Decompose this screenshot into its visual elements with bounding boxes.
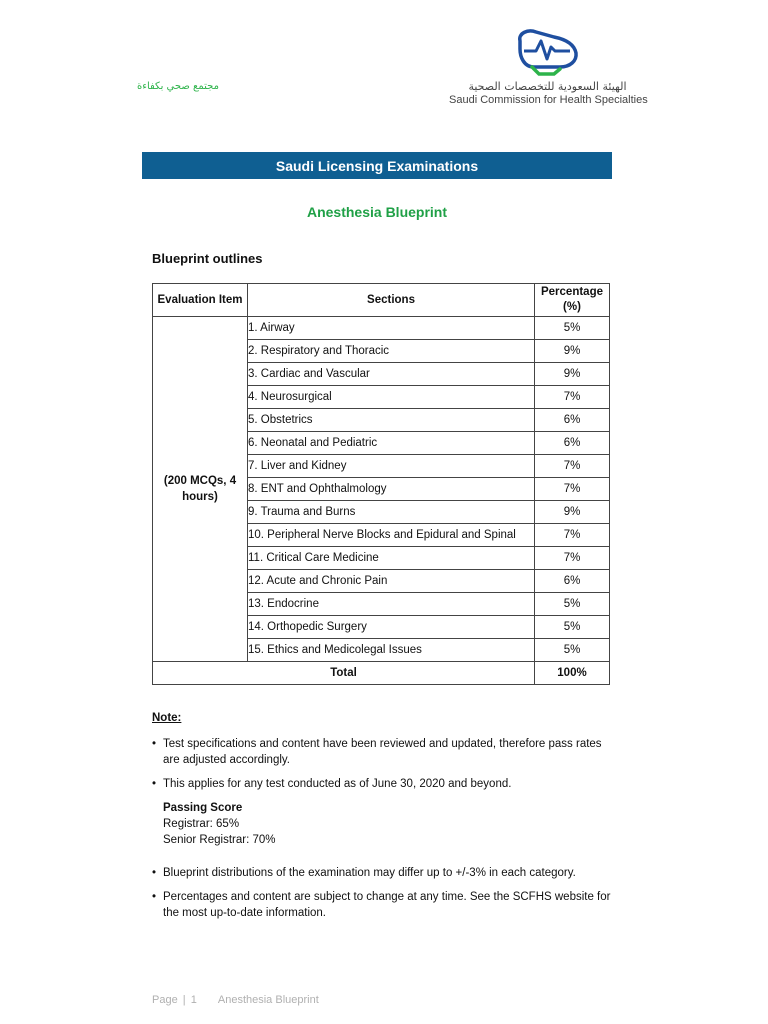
percentage-cell: 5% — [535, 593, 610, 616]
section-cell: 3. Cardiac and Vascular — [248, 363, 535, 386]
section-cell: 9. Trauma and Burns — [248, 501, 535, 524]
passing-score-senior-registrar: Senior Registrar: 70% — [163, 834, 276, 846]
footer-separator: | — [182, 994, 186, 1006]
list-item: • Test specifications and content have been reviewed and updated, therefore pass rates are adjusted accordingly. — [152, 738, 602, 766]
bullet-icon: • — [152, 738, 157, 750]
footer-page-label: Page — [152, 994, 178, 1006]
page-footer — [152, 994, 319, 1006]
org-name-english: Saudi Commission for Health Specialties — [449, 94, 648, 106]
header-sections: Sections — [248, 284, 535, 317]
passing-score-block — [163, 800, 276, 848]
percentage-cell: 6% — [535, 570, 610, 593]
section-cell: 7. Liver and Kidney — [248, 455, 535, 478]
bullet-icon: • — [152, 867, 157, 879]
table-row — [153, 317, 610, 340]
bullet-icon: • — [152, 891, 157, 903]
header-eval-item: Evaluation Item — [153, 284, 248, 317]
org-name-arabic: الهيئة السعودية للتخصصات الصحية — [468, 80, 627, 93]
footer-doc-title: Anesthesia Blueprint — [217, 994, 319, 1006]
table-header-row — [153, 284, 610, 317]
section-cell: 4. Neurosurgical — [248, 386, 535, 409]
percentage-cell: 5% — [535, 317, 610, 340]
footer-page-number: 1 — [190, 994, 197, 1006]
passing-score-title: Passing Score — [163, 802, 243, 814]
percentage-cell: 7% — [535, 386, 610, 409]
section-cell: 8. ENT and Ophthalmology — [248, 478, 535, 501]
note-label: Note: — [152, 712, 182, 724]
blueprint-table — [152, 283, 610, 685]
section-cell: 15. Ethics and Medicolegal Issues — [248, 639, 535, 662]
percentage-cell: 9% — [535, 363, 610, 386]
document-title: Anesthesia Blueprint — [306, 204, 448, 220]
total-value: 100% — [535, 662, 610, 685]
section-cell: 5. Obstetrics — [248, 409, 535, 432]
passing-score-registrar: Registrar: 65% — [163, 818, 240, 830]
header-percentage: Percentage (%) — [535, 284, 610, 317]
percentage-cell: 5% — [535, 616, 610, 639]
note-bullets-top — [152, 736, 612, 800]
list-item: • Blueprint distributions of the examination may differ up to +/-3% in each category. — [152, 867, 576, 879]
scfhs-logo-icon — [514, 27, 580, 79]
list-item: • This applies for any test conducted as of June 30, 2020 and beyond. — [152, 778, 512, 790]
list-item: • Percentages and content are subject to change at any time. See the SCFHS website for the most up-to-date information. — [152, 891, 611, 919]
section-cell: 11. Critical Care Medicine — [248, 547, 535, 570]
percentage-cell: 6% — [535, 409, 610, 432]
percentage-cell: 9% — [535, 340, 610, 363]
section-cell: 13. Endocrine — [248, 593, 535, 616]
header-tagline: مجتمع صحي بكفاءة — [137, 81, 219, 92]
percentage-cell: 7% — [535, 478, 610, 501]
evaluation-item-cell: (200 MCQs, 4 hours) — [153, 317, 248, 662]
percentage-cell: 7% — [535, 524, 610, 547]
section-cell: 12. Acute and Chronic Pain — [248, 570, 535, 593]
percentage-cell: 5% — [535, 639, 610, 662]
note-bullets-bottom — [152, 865, 612, 929]
percentage-cell: 7% — [535, 547, 610, 570]
section-cell: 10. Peripheral Nerve Blocks and Epidural and Spinal — [248, 524, 535, 547]
section-cell: 1. Airway — [248, 317, 535, 340]
section-cell: 14. Orthopedic Surgery — [248, 616, 535, 639]
percentage-cell: 9% — [535, 501, 610, 524]
exam-banner: Saudi Licensing Examinations — [142, 152, 612, 179]
section-cell: 6. Neonatal and Pediatric — [248, 432, 535, 455]
total-row — [153, 662, 610, 685]
bullet-icon: • — [152, 778, 157, 790]
percentage-cell: 6% — [535, 432, 610, 455]
outline-heading: Blueprint outlines — [152, 251, 263, 266]
total-label: Total — [153, 662, 535, 685]
percentage-cell: 7% — [535, 455, 610, 478]
section-cell: 2. Respiratory and Thoracic — [248, 340, 535, 363]
